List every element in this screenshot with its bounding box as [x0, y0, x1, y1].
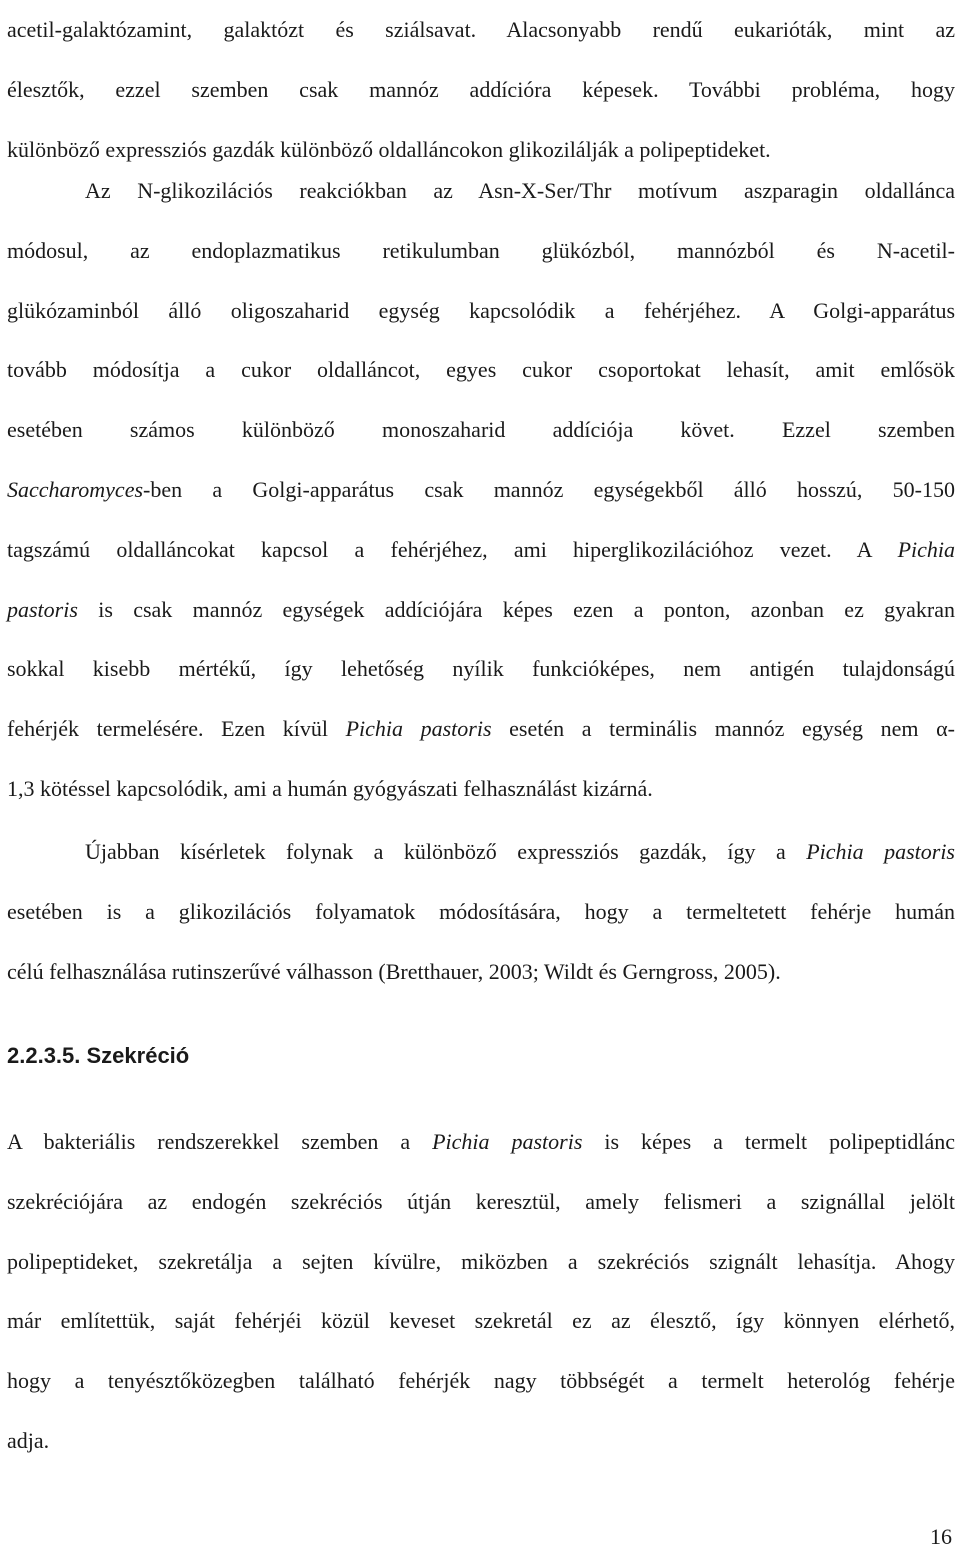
text-line: [7, 580, 955, 640]
text-segment: is csak mannóz egységek addíciójára képes ezen a ponton, azonban ez gyakran: [77, 596, 955, 622]
text-line: élesztők, ezzel szemben csak mannóz addícióra képesek. További probléma, hogy: [7, 76, 955, 102]
text-line: [7, 460, 955, 520]
text-line: sokkal kisebb mértékű, így lehetőség nyílik funkcióképes, nem antigén tulajdonságú: [7, 656, 955, 682]
text-segment: esetén a terminális mannóz egység nem α-: [491, 716, 955, 742]
text-line: [7, 1112, 955, 1172]
text-segment: -ben a Golgi-apparátus csak mannóz egységekből álló hosszú, 50-150: [143, 476, 955, 502]
text-line: acetil-galaktózamint, galaktózt és sziálsavat. Alacsonyabb rendű eukarióták, mint az: [7, 17, 955, 42]
text-segment: is képes a termelt polipeptidlánc: [582, 1129, 956, 1154]
paragraph-glycosylation-intro: [7, 0, 955, 179]
text-line: 1,3 kötéssel kapcsolódik, ami a humán gyógyászati felhasználást kizárná.: [7, 775, 653, 801]
paragraph-secretion: [7, 1112, 955, 1471]
text-line: [7, 520, 955, 580]
paragraph-n-glycosylation: [7, 161, 955, 819]
text-segment: A bakteriális rendszerekkel szemben a: [7, 1129, 433, 1154]
paragraph-glycosylation-engineering: [7, 822, 955, 1001]
text-line: tovább módosítja a cukor oldalláncot, egyes cukor csoportokat lehasít, amit emlősök: [7, 357, 955, 383]
text-line: különböző expressziós gazdák különböző oldalláncokon glikozilálják a polipeptideket.: [7, 136, 771, 162]
text-line: [7, 699, 955, 759]
text-line: módosul, az endoplazmatikus retikulumban glükózból, mannózból és N-acetil-: [7, 237, 955, 263]
text-line: már említettük, saját fehérjéi közül keveset szekretál ez az élesztő, így könnyen elérhető,: [7, 1308, 955, 1334]
text-line: esetében is a glikozilációs folyamatok módosítására, hogy a termeltetett fehérje humán: [7, 898, 955, 924]
text-line: glükózaminból álló oligoszaharid egység kapcsolódik a fehérjéhez. A Golgi-apparátus: [7, 297, 955, 323]
text-line: adja.: [7, 1427, 50, 1453]
text-line: célú felhasználása rutinszerűvé válhasson (Bretthauer, 2003; Wildt és Gerngross, 2005).: [7, 958, 781, 984]
page-number: 16: [930, 1524, 952, 1549]
text-line: esetében számos különböző monoszaharid addíciója követ. Ezzel szemben: [7, 417, 955, 443]
species-name: Saccharomyces: [7, 476, 144, 502]
text-line: szekréciójára az endogén szekréciós útján keresztül, amely felismeri a szignállal jelölt: [7, 1188, 955, 1214]
species-name: Pichia pastoris: [432, 1129, 583, 1154]
species-name: Pichia: [897, 536, 955, 562]
text-line: hogy a tenyésztőközegben található fehérjék nagy többségét a termelt heterológ fehérje: [7, 1368, 955, 1394]
text-line: polipeptideket, szekretálja a sejten kívülre, miközben a szekréciós szignált lehasítja. Ahogy: [7, 1248, 955, 1274]
species-name: Pichia pastoris: [345, 716, 492, 742]
species-name: Pichia pastoris: [806, 839, 955, 864]
text-segment: tagszámú oldalláncokat kapcsol a fehérjéhez, ami hiperglikozilációhoz vezet. A: [7, 536, 898, 562]
text-line: Az N-glikozilációs reakciókban az Asn-X-Ser/Thr motívum aszparagin oldallánca: [85, 178, 955, 203]
section-heading: 2.2.3.5. Szekréció: [7, 1043, 190, 1068]
species-name: pastoris: [7, 596, 78, 622]
text-segment: fehérjék termelésére. Ezen kívül: [7, 716, 346, 742]
text-segment: Újabban kísérletek folynak a különböző expressziós gazdák, így a: [85, 839, 807, 864]
text-line: [7, 822, 955, 882]
